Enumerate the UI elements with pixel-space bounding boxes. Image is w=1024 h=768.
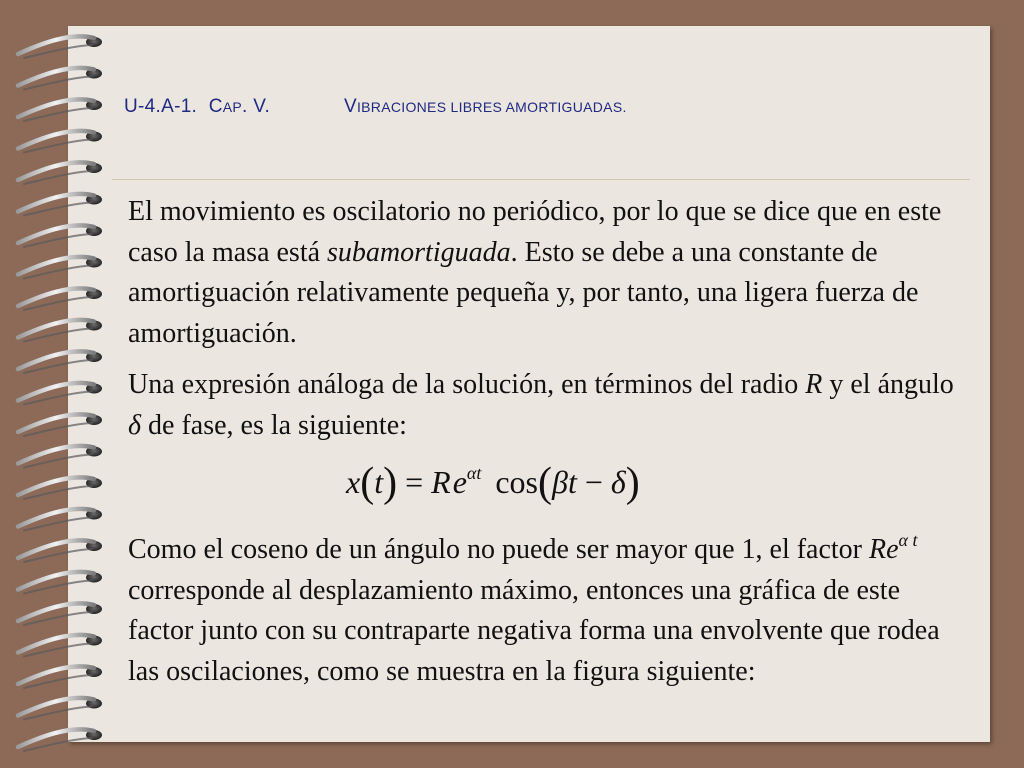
paragraph-envelope: Como el coseno de un ángulo no puede ser mayor que 1, el factor $Re^{\alpha t}$ corresponde al desplazamiento máximo, entonces una gráfica de este factor junto con su contraparte negativa forma una envolvente que rodea las oscilaciones, como se muestra en la figura siguiente: <box>128 530 940 687</box>
paragraph-underdamped: El movimiento es oscilatorio no periódico, por lo que se dice que en este caso la masa está subamortiguada. Esto se debe a una constante de amortiguación relativamente pequeña y, por tanto, una ligera fuerza de amortiguación. <box>128 196 942 349</box>
header-title: VIBRACIONES LIBRES AMORTIGUADAS. <box>344 96 627 117</box>
header-divider <box>112 179 970 180</box>
header-chapter: CAP. V. <box>208 96 271 117</box>
spiral-binding-icon <box>0 0 110 768</box>
equation-displacement: $x(t) = Re^{\alpha t}$ cos(βt − δ) <box>346 460 640 506</box>
symbol-radius: R <box>805 369 823 400</box>
slide-header <box>124 96 627 118</box>
symbol-factor: Re <box>869 534 899 565</box>
paragraph-expression: Una expresión análoga de la solución, en términos del radio R y el ángulo δ de fase, es la siguiente: <box>128 369 954 441</box>
emphasis-subamortiguada: subamortiguada <box>327 236 511 268</box>
header-code: U-4.A-1. <box>124 96 198 117</box>
symbol-delta: δ <box>128 409 142 441</box>
